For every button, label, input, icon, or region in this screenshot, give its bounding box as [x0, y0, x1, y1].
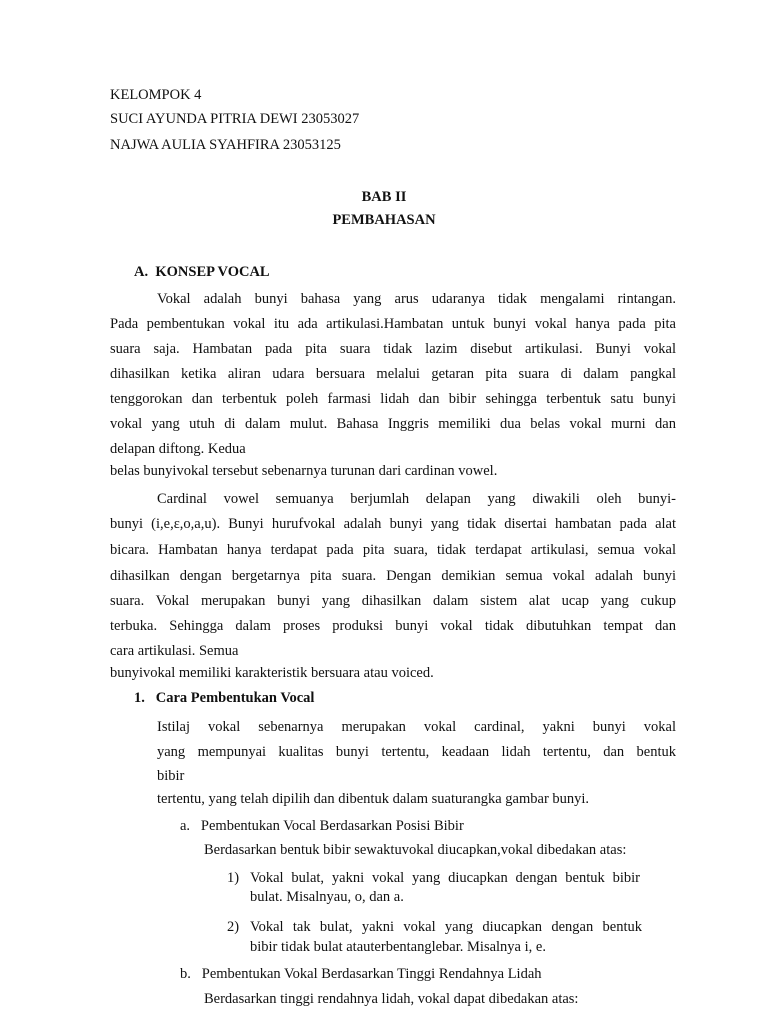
para1-line: delapan diftong. Kedua — [110, 441, 246, 457]
para2-line: dihasilkan dengan bergetarnya pita suara. Dengan demikian semua vokal adalah bunyi — [110, 568, 676, 584]
para1-line: Pada pembentukan vokal itu ada artikulasi.Hambatan untuk bunyi vokal hanya pada pita — [110, 316, 676, 332]
section-a-heading: A. KONSEP VOCAL — [134, 264, 270, 280]
chapter-title: PEMBAHASAN — [332, 212, 436, 228]
list-item-line: Vokal bulat, yakni vokal yang diucapkan dengan bentuk bibir — [250, 870, 640, 886]
subsection-1-heading: 1. Cara Pembentukan Vocal — [134, 690, 315, 706]
item-a-heading: a. Pembentukan Vocal Berdasarkan Posisi Bibir — [180, 818, 464, 834]
para2-line: terbuka. Sehingga dalam proses produksi bunyi vokal tidak dibutuhkan tempat dan — [110, 618, 676, 634]
para1-line: suara saja. Hambatan pada pita suara tidak lazim disebut artikulasi. Bunyi vokal — [110, 341, 676, 357]
chapter-number: BAB II — [361, 189, 407, 205]
para2-line: Cardinal vowel semuanya berjumlah delapan yang diwakili oleh bunyi- — [157, 491, 676, 507]
para1-line: dihasilkan ketika aliran udara bersuara melalui getaran pita suara di dalam pangkal — [110, 366, 676, 382]
subsection-1-line: Istilaj vokal sebenarnya merupakan vokal cardinal, yakni bunyi vokal — [157, 719, 676, 735]
list-item-line: bibir tidak bulat atauterbentanglebar. Misalnya i, e. — [250, 939, 546, 955]
item-a-intro: Berdasarkan bentuk bibir sewaktuvokal diucapkan,vokal dibedakan atas: — [204, 842, 627, 858]
para1-line: belas bunyivokal tersebut sebenarnya turunan dari cardinan vowel. — [110, 463, 498, 479]
member-1: SUCI AYUNDA PITRIA DEWI 23053027 — [110, 111, 360, 127]
para2-line: cara artikulasi. Semua — [110, 643, 239, 659]
para1-line: Vokal adalah bunyi bahasa yang arus udaranya tidak mengalami rintangan. — [157, 291, 676, 307]
list-number: 1) — [227, 870, 240, 886]
member-2: NAJWA AULIA SYAHFIRA 23053125 — [110, 137, 341, 153]
para2-line: bunyi (i,e,ɛ,o,a,u). Bunyi hurufvokal adalah bunyi yang tidak disertai hambatan pada alat — [110, 516, 676, 532]
list-item-line: Vokal tak bulat, yakni vokal yang diucapkan dengan bentuk — [250, 919, 642, 935]
item-b-intro: Berdasarkan tinggi rendahnya lidah, vokal dapat dibedakan atas: — [204, 991, 579, 1007]
para2-line: suara. Vokal merupakan bunyi yang dihasilkan dalam sistem alat ucap yang cukup — [110, 593, 676, 609]
para1-line: vokal yang utuh di dalam mulut. Bahasa Inggris memiliki dua belas vokal murni dan — [110, 416, 676, 432]
para1-line: tenggorokan dan terbentuk poleh farmasi lidah dan bibir sehingga terbentuk satu bunyi — [110, 391, 676, 407]
para2-line: bunyivokal memiliki karakteristik bersuara atau voiced. — [110, 665, 434, 681]
item-b-heading: b. Pembentukan Vokal Berdasarkan Tinggi Rendahnya Lidah — [180, 966, 542, 982]
para2-line: bicara. Hambatan hanya terdapat pada pita suara, tidak terdapat artikulasi, semua vokal — [110, 542, 676, 558]
subsection-1-line: yang mempunyai kualitas bunyi tertentu, keadaan lidah tertentu, dan bentuk — [157, 744, 676, 760]
group-name: KELOMPOK 4 — [110, 87, 202, 103]
list-item-line: bulat. Misalnyau, o, dan a. — [250, 889, 404, 905]
subsection-1-line: tertentu, yang telah dipilih dan dibentuk dalam suaturangka gambar bunyi. — [157, 791, 590, 807]
subsection-1-line: bibir — [157, 768, 185, 784]
list-number: 2) — [227, 919, 240, 935]
